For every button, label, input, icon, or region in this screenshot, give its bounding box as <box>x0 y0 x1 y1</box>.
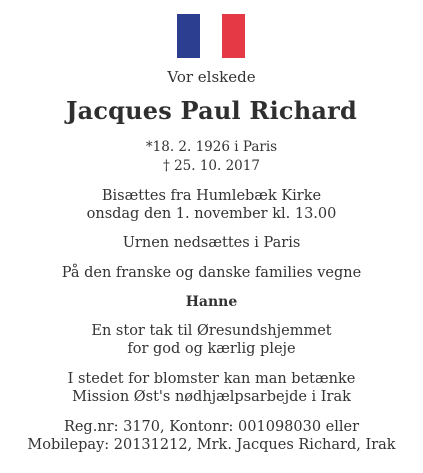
funeral-time: onsdag den 1. november kl. 13.00 <box>86 206 337 222</box>
urn-text: Urnen nedsættes i Paris <box>122 235 301 251</box>
funeral-location: Bisættes fra Humlebæk Kirke <box>101 188 322 204</box>
french-flag-icon <box>177 14 245 58</box>
deceased-name: Jacques Paul Richard <box>66 96 357 125</box>
donation-line-1: I stedet for blomster kan man betænke <box>67 371 356 387</box>
flag-stripe-blue <box>177 14 200 58</box>
death-date: † 25. 10. 2017 <box>163 158 260 174</box>
signer-name: Hanne <box>185 294 238 310</box>
donation-line-2: Mission Øst's nødhjælpsarbejde i Irak <box>72 389 351 405</box>
birth-date: *18. 2. 1926 i Paris <box>145 139 278 155</box>
bank-details-line-2: Mobilepay: 20131212, Mrk. Jacques Richard, Irak <box>27 437 396 453</box>
intro-text: Vor elskede <box>167 68 256 86</box>
flag-stripe-white <box>200 14 223 58</box>
family-text: På den franske og danske families vegne <box>61 265 362 281</box>
bank-details-line-1: Reg.nr: 3170, Kontonr: 001098030 eller <box>63 419 360 435</box>
thanks-line-1: En stor tak til Øresundshjemmet <box>91 323 332 339</box>
thanks-line-2: for god og kærlig pleje <box>127 341 296 357</box>
flag-stripe-red <box>222 14 245 58</box>
